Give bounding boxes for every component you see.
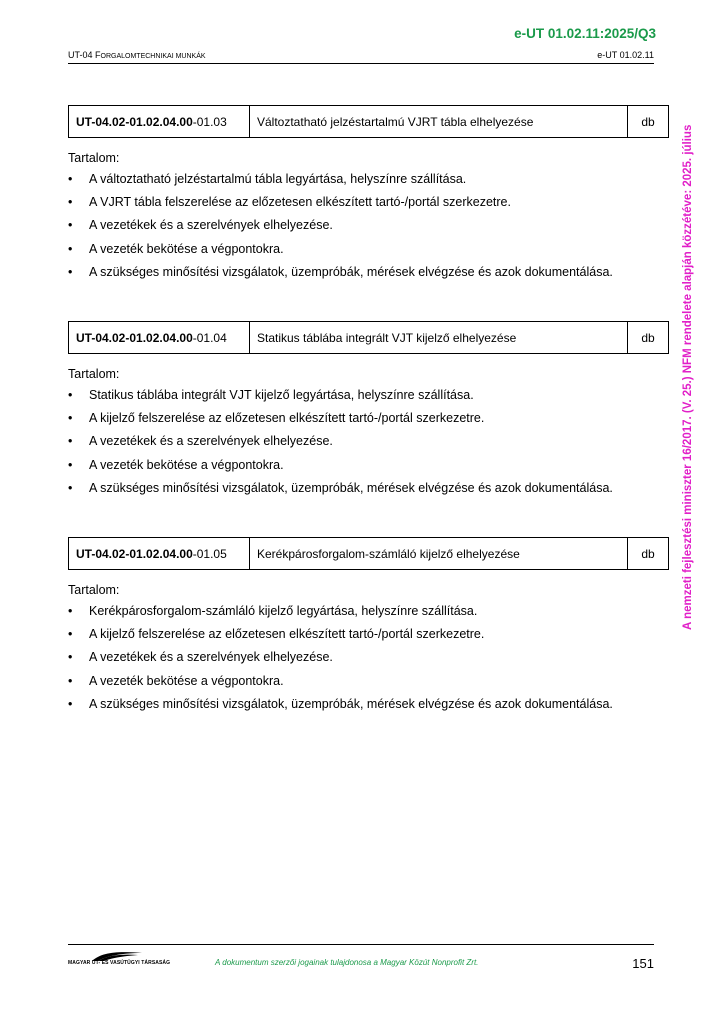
content-label: Tartalom: [68,583,120,597]
item-code: UT-04.02-01.02.04.00 -01.05 [69,538,250,569]
list-item: • A vezetékek és a szerelvények elhelyezése. [68,430,669,453]
list-item: • A vezeték bekötése a végpontokra. [68,454,669,477]
logo-text: MAGYAR UT- ÉS VASÚTÜGYI TÁRSASÁG [68,960,171,966]
section-01-04 [68,321,669,500]
list-item: • A kijelző felszerelése az előzetesen elkészített tartó-/portál szerkezetre. [68,623,669,646]
item-unit: db [641,546,655,561]
copyright-notice: A dokumentum szerzői jogainak tulajdonosa a Magyar Közút Nonprofit Zrt. [215,958,479,967]
publication-side-note: A nemzeti fejlesztési miniszter 16/2017. (V. 25.) NFM rendelete alapján közzétéve: 2025. július [682,124,694,630]
list-item: • A VJRT tábla felszerelése az előzetesen elkészített tartó-/portál szerkezetre. [68,191,669,214]
item-unit: db [641,114,655,129]
content-list [68,168,669,284]
running-header [68,50,654,64]
list-item: • Kerékpárosforgalom-számláló kijelző legyártása, helyszínre szállítása. [68,600,669,623]
document-code: e-UT 01.02.11:2025/Q3 [514,26,656,41]
item-table [68,537,669,570]
list-item: • A vezeték bekötése a végpontokra. [68,238,669,261]
item-name: Statikus táblába integrált VJT kijelző elhelyezése [250,322,628,353]
list-item: • A szükséges minősítési vizsgálatok, üzempróbák, mérések elvégzése és azok dokumentálása. [68,693,669,716]
content-list [68,600,669,716]
page-number: 151 [632,956,654,971]
item-table [68,321,669,354]
header-chapter: UT-04 FORGALOMTECHNIKAI MUNKÁK [68,50,206,60]
content-label: Tartalom: [68,367,120,381]
association-logo [68,950,171,970]
list-item: • Statikus táblába integrált VJT kijelző legyártása, helyszínre szállítása. [68,384,669,407]
list-item: • A vezetékek és a szerelvények elhelyezése. [68,646,669,669]
item-code: UT-04.02-01.02.04.00 -01.04 [69,322,250,353]
section-01-03 [68,105,669,284]
footer-divider [68,944,654,945]
list-item: • A változtatható jelzéstartalmú tábla legyártása, helyszínre szállítása. [68,168,669,191]
section-01-05 [68,537,669,716]
list-item: • A szükséges minősítési vizsgálatok, üzempróbák, mérések elvégzése és azok dokumentálása. [68,261,669,284]
item-code: UT-04.02-01.02.04.00 -01.03 [69,106,250,137]
list-item: • A szükséges minősítési vizsgálatok, üzempróbák, mérések elvégzése és azok dokumentálása. [68,477,669,500]
list-item: • A vezetékek és a szerelvények elhelyezése. [68,214,669,237]
content-label: Tartalom: [68,151,120,165]
header-doc-ref: e-UT 01.02.11 [597,50,654,60]
item-unit: db [641,330,655,345]
item-name: Kerékpárosforgalom-számláló kijelző elhelyezése [250,538,628,569]
content-list [68,384,669,500]
item-name: Változtatható jelzéstartalmú VJRT tábla elhelyezése [250,106,628,137]
list-item: • A vezeték bekötése a végpontokra. [68,670,669,693]
item-table [68,105,669,138]
list-item: • A kijelző felszerelése az előzetesen elkészített tartó-/portál szerkezetre. [68,407,669,430]
